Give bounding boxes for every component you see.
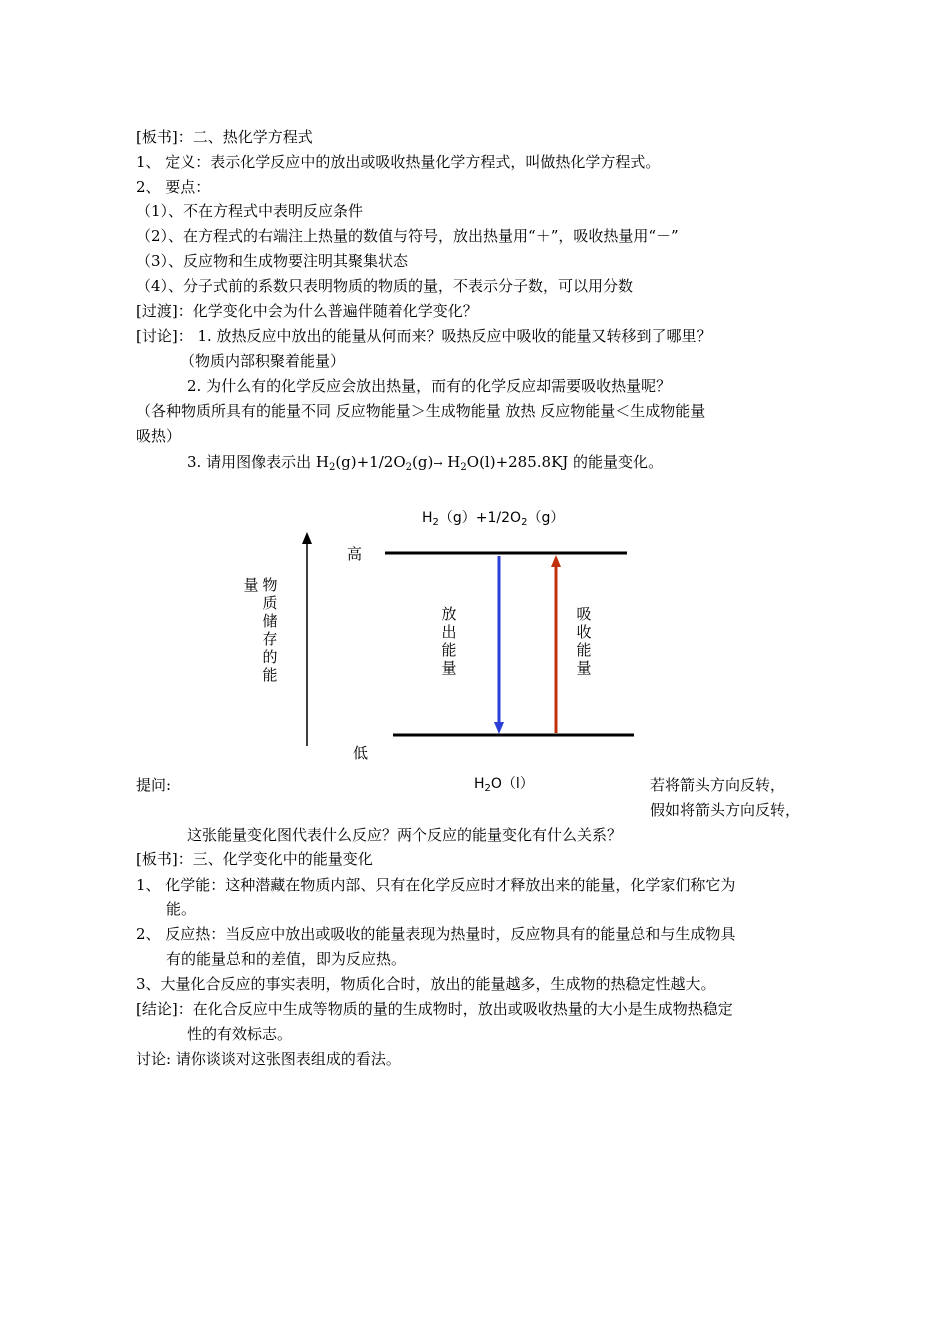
discussion-a2-cont: 吸热） [136, 427, 182, 445]
key-point-2: （2）、在方程式的右端注上热量的数值与符号，放出热量用“＋”，吸收热量用“－” [136, 227, 679, 245]
product-end: O（l） [490, 776, 534, 792]
reactant-sub-2: 2 [521, 517, 528, 528]
q3-part-a: 3. 请用图像表示出 H [187, 453, 329, 471]
chemical-energy-cont: 能。 [166, 900, 197, 918]
chemical-energy-line: 1、 化学能：这种潜藏在物质内部、只有在化学反应时才释放出来的能量，化学家们称它为 [136, 876, 736, 894]
product-h: H [474, 776, 485, 792]
q3-part-c: (g) [412, 453, 434, 471]
release-arrowhead [494, 722, 504, 734]
q3-part-e: O(l)+285.8KJ 的能量变化。 [466, 453, 664, 471]
key-point-3: （3）、反应物和生成物要注明其聚集状态 [136, 252, 409, 270]
product-formula [474, 773, 534, 794]
axis-label-part-1: 量 [243, 576, 259, 594]
q3-sub-3: 2 [460, 462, 467, 473]
reaction-heat-line: 2、 反应热：当反应中放出或吸收的能量表现为热量时，反应物具有的能量总和与生成物具 [136, 925, 736, 943]
reactant-formula [422, 507, 564, 528]
q3-part-d: H [442, 453, 461, 471]
reactant-end: （g） [527, 510, 565, 526]
axis-arrowhead [302, 532, 312, 544]
combination-fact-line: 3、大量化合反应的事实表明，物质化合时，放出的能量越多，生成物的热稳定性越大。 [136, 975, 716, 993]
absorb-arrowhead [551, 555, 561, 567]
reactant-h: H [422, 510, 433, 526]
release-energy-label: 放出能量 [441, 605, 457, 677]
conclusion-line: [结论]：在化合反应中生成等物质的量的生成物时，放出或吸收热量的大小是生成物热稳定 [136, 1000, 733, 1018]
board-heading-2: [板书]：三、化学变化中的能量变化 [136, 850, 373, 868]
product-sub: 2 [484, 783, 491, 794]
transition-line: [过渡]：化学变化中会为什么普遍伴随着化学变化？ [136, 302, 478, 320]
discussion-q2: 2. 为什么有的化学反应会放出热量，而有的化学反应却需要吸收热量呢？ [187, 377, 672, 395]
discussion-q1: [讨论]： 1. 放热反应中放出的能量从何而来？吸热反应中吸收的能量又转移到了哪里？ [136, 327, 712, 345]
reactant-mid: （g）+1/2O [438, 510, 522, 526]
definition-line: 1、 定义：表示化学反应中的放出或吸收热量化学方程式，叫做热化学方程式。 [136, 153, 661, 171]
key-points-heading: 2、 要点： [136, 178, 211, 196]
key-point-1: （1）、不在方程式中表明反应条件 [136, 202, 364, 220]
conclusion-cont: 性的有效标志。 [187, 1025, 293, 1043]
low-label: 低 [353, 744, 369, 762]
reverse-arrow-question-2: 假如将箭头方向反转， [650, 801, 801, 819]
question-label: 提问: [136, 776, 172, 794]
absorb-energy-label: 吸收能量 [576, 605, 592, 677]
discussion-a1: （物质内部积聚着能量） [180, 352, 346, 370]
board-heading-1: [板书]：二、热化学方程式 [136, 128, 313, 146]
diagram-question: 这张能量变化图代表什么反应？两个反应的能量变化有什么关系？ [187, 826, 623, 844]
discussion-a2: （各种物质所具有的能量不同 反应物能量＞生成物能量 放热 反应物能量＜生成物能量 [136, 402, 706, 420]
q3-sub-2: 2 [405, 462, 412, 473]
final-discussion: 讨论: 请你谈谈对这张图表组成的看法。 [136, 1050, 401, 1068]
reaction-heat-cont: 有的能量总和的差值，即为反应热。 [166, 950, 407, 968]
reaction-arrow: → [433, 457, 443, 470]
axis-label-part-2: 物质储存的能 [262, 576, 278, 684]
reverse-arrow-question-1: 若将箭头方向反转， [650, 776, 786, 794]
high-label: 高 [347, 545, 363, 563]
q3-sub-1: 2 [328, 462, 336, 473]
reactant-sub-1: 2 [432, 517, 439, 528]
key-point-4: （4）、分子式前的系数只表明物质的物质的量，不表示分子数，可以用分数 [136, 277, 634, 295]
q3-part-b: (g)+1/2O [335, 453, 406, 471]
